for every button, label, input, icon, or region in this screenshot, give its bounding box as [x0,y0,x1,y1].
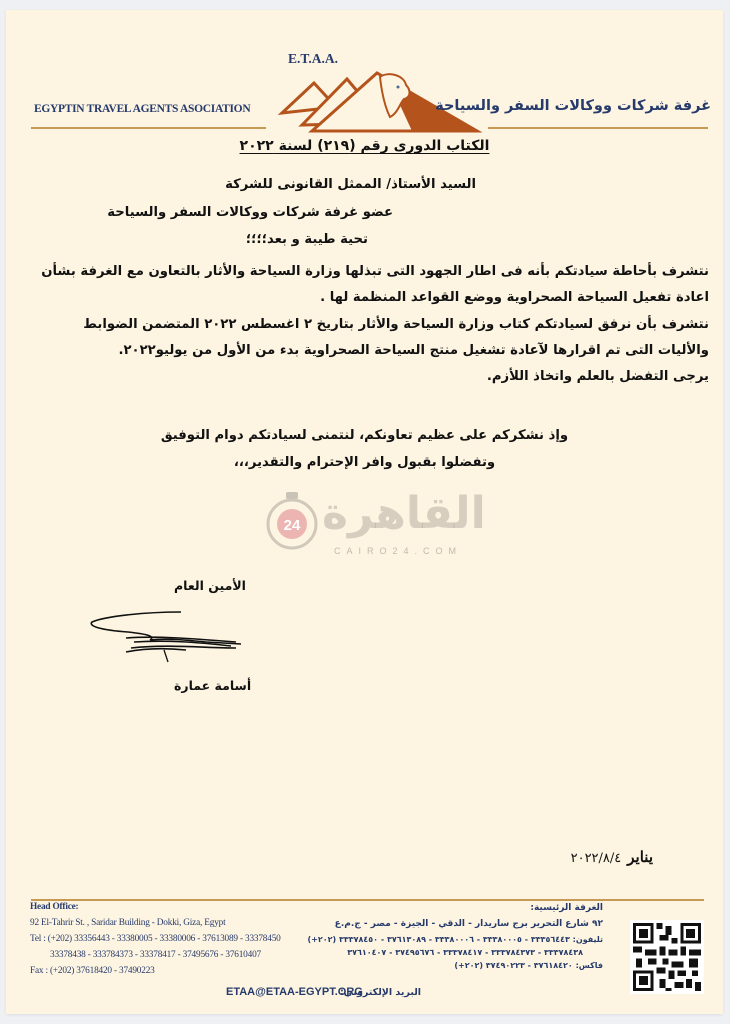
footer-tel-ar-2: ٣٣٣٧٨٤٣٨ - ٣٣٣٧٨٤٣٧٣ - ٣٣٣٧٨٤١٧ - ٣٧٤٩٥٦٧٦ - ٣٧٦١٠٤٠٧ [347,948,583,957]
paragraph-3: يرجى التفضل بالعلم واتخاذ اللأزم. [486,369,709,384]
closing-line-1: وإذ نشكركم على عظيم تعاونكم، لنتمنى لسيادتكم دوام التوفيق [160,428,569,443]
footer-email-label: البريد الإلكتروني: [340,987,422,998]
addressee-line-1: السيد الأستاذ/ الممثل القانونى للشركة [225,177,476,192]
footer-tel-ar-1: تليفون: ٣٣٣٥٦٤٤٣ - ٣٣٣٨٠٠٠٥ - ٣٣٣٨٠٠٠٦ - ٣٧٦١٣٠٨٩ - ٣٣٣٧٨٤٥٠ (٢٠٢+) [307,935,603,944]
footer-fax-ar: فاكس: ٣٧٦١٨٤٢٠ - ٣٧٤٩٠٢٢٣ (٢٠٢+) [454,961,603,970]
paragraph-2-line-1: نتشرف بأن نرفق لسيادتكم كتاب وزارة السياحة والأثار بتاريخ ٢ اغسطس ٢٠٢٢ المتضمن الضوابط [83,317,709,332]
circular-title: الكتاب الدورى رقم (٢١٩) لسنة ٢٠٢٢ [239,138,490,154]
paragraph-2-line-2: والأليات التى تم اقرارها لآعادة تشغيل منتج السياحة الصحراوية بدء من الأول من يوليو٢٠٢٢. [118,343,709,358]
footer-email[interactable]: ETAA@ETAA-EGYPT.ORG [226,986,363,998]
qr-code-icon[interactable] [630,920,704,994]
footer-address-ar: ٩٢ شارع التحرير برج ساريدار - الدقي - الجيزة - مصر - ج.م.ع [334,919,603,929]
greeting: تحية طيبة و بعد؛؛؛؛ [245,232,368,247]
footer-fax-en: Fax : (+202) 37618420 - 37490223 [30,966,155,976]
footer-tel-en-2: 33378438 - 333784373 - 33378417 - 37495676 - 37610407 [50,950,261,960]
footer-head-office-label: Head Office: [30,902,79,912]
footer-divider [31,899,704,901]
footer-tel-en-1: Tel : (+202) 33356443 - 33380005 - 33380006 - 37613089 - 33378450 [30,934,281,944]
signatory-title: الأمين العام [174,578,246,593]
paragraph-1-line-1: نتشرف بأحاطة سيادتكم بأنه فى اطار الجهود التى تبذلها وزارة السياحة والأثار بالتعاون مع الغرفة بشأن [41,264,709,279]
letter-page [6,10,723,1014]
date-month-label: يناير [627,848,653,866]
closing-line-2: وتفضلوا بقبول وافر الإحترام والتقدير،،، [233,455,496,470]
header-divider-right [488,127,708,129]
svg-text:24: 24 [283,517,301,534]
cairo24-watermark [264,488,484,563]
english-org-name: EGYPTIN TRAVEL AGENTS ASOCIATION [34,103,251,115]
date-value: ٢٠٢٢/٨/٤ [570,851,622,866]
watermark-arabic: القاهرة [322,488,486,539]
header-divider-left [31,127,266,129]
letter-date [571,848,653,866]
addressee-line-2: عضو غرفة شركات ووكالات السفر والسياحة [107,205,393,220]
watermark-latin: CAIRO24.COM [334,546,463,556]
handwritten-signature-icon [86,608,251,663]
paragraph-1-line-2: اعادة تفعيل السياحة الصحراوية ووضع القواعد المنظمة لها . [320,290,709,305]
footer-address-en: 92 El-Tahrir St. , Saridar Building - Dokki, Giza, Egypt [30,918,226,928]
etaa-abbreviation: E.T.A.A. [288,51,339,66]
footer-head-office-label-ar: الغرفة الرئيسية: [530,903,603,913]
signatory-name: أسامة عمارة [174,678,252,693]
arabic-org-name: غرفة شركات ووكالات السفر والسياحة [435,98,711,114]
stopwatch-icon [264,492,320,550]
